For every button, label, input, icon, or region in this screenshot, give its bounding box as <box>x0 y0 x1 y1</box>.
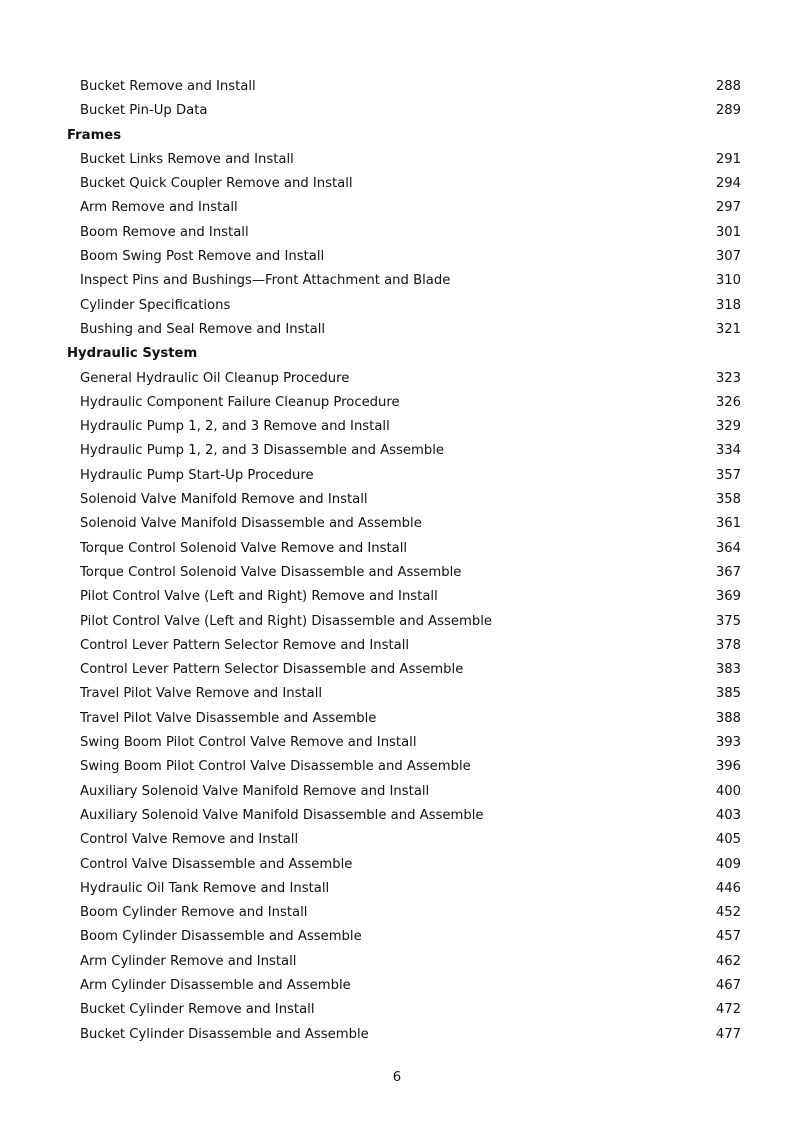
entry-page-number: 357 <box>715 467 741 483</box>
entry-page-number: 318 <box>715 297 741 313</box>
toc-entry[interactable] <box>0 780 794 804</box>
entry-page-number: 297 <box>715 200 741 216</box>
entry-page-number: 326 <box>715 394 741 410</box>
toc-entry[interactable] <box>0 269 794 293</box>
section-title: Hydraulic System <box>67 346 198 362</box>
toc-entry[interactable] <box>0 950 794 974</box>
toc-entry[interactable] <box>0 828 794 852</box>
entry-page-number: 288 <box>715 79 741 94</box>
entry-page-number: 388 <box>715 710 741 726</box>
toc-entry[interactable] <box>0 853 794 877</box>
toc-entry[interactable] <box>0 196 794 220</box>
entry-title: Torque Control Solenoid Valve Remove and Install <box>80 540 408 556</box>
entry-page-number: 472 <box>715 1002 741 1018</box>
section-title: Frames <box>67 127 122 143</box>
entry-page-number: 477 <box>715 1026 741 1042</box>
entry-title: Hydraulic Pump Start-Up Procedure <box>80 467 314 483</box>
entry-page-number: 383 <box>715 662 741 678</box>
entry-page-number: 289 <box>715 103 741 119</box>
entry-title: Control Valve Disassemble and Assemble <box>80 856 353 872</box>
entry-page-number: 294 <box>715 176 741 192</box>
entry-page-number: 378 <box>715 637 741 653</box>
entry-title: Bucket Quick Coupler Remove and Install <box>80 176 353 192</box>
entry-title: Torque Control Solenoid Valve Disassemble and Assemble <box>80 564 462 580</box>
toc-entry[interactable] <box>0 585 794 609</box>
toc-section-heading <box>0 124 794 148</box>
entry-title: Hydraulic Oil Tank Remove and Install <box>80 880 330 896</box>
entry-title: Hydraulic Component Failure Cleanup Procedure <box>80 394 400 410</box>
entry-title: Bucket Pin-Up Data <box>80 103 208 119</box>
entry-title: Pilot Control Valve (Left and Right) Disassemble and Assemble <box>80 613 493 629</box>
toc-entry[interactable] <box>0 998 794 1022</box>
entry-title: Control Lever Pattern Selector Remove and Install <box>80 637 410 653</box>
entry-title: Swing Boom Pilot Control Valve Remove and Install <box>80 735 417 751</box>
entry-title: Bucket Links Remove and Install <box>80 151 294 167</box>
entry-title: Arm Cylinder Disassemble and Assemble <box>80 977 351 993</box>
entry-page-number: 361 <box>715 516 741 532</box>
entry-page-number: 367 <box>715 564 741 580</box>
entry-page-number: 446 <box>715 880 741 896</box>
toc-entry[interactable] <box>0 391 794 415</box>
entry-title: Auxiliary Solenoid Valve Manifold Disassemble and Assemble <box>80 807 484 823</box>
entry-title: General Hydraulic Oil Cleanup Procedure <box>80 370 350 386</box>
toc-entry[interactable] <box>0 658 794 682</box>
entry-title: Boom Cylinder Disassemble and Assemble <box>80 929 362 945</box>
entry-page-number: 393 <box>715 735 741 751</box>
entry-page-number: 385 <box>715 686 741 702</box>
toc-entry[interactable] <box>0 99 794 123</box>
toc-section-heading <box>0 342 794 366</box>
table-of-contents <box>0 75 794 1047</box>
entry-title: Travel Pilot Valve Disassemble and Assemble <box>80 710 377 726</box>
toc-entry[interactable] <box>0 731 794 755</box>
entry-title: Bucket Cylinder Remove and Install <box>80 1002 315 1018</box>
toc-entry[interactable] <box>0 974 794 998</box>
entry-title: Boom Swing Post Remove and Install <box>80 249 325 265</box>
entry-page-number: 467 <box>715 977 741 993</box>
entry-page-number: 364 <box>715 540 741 556</box>
entry-page-number: 403 <box>715 807 741 823</box>
entry-title: Inspect Pins and Bushings—Front Attachment and Blade <box>80 273 451 289</box>
entry-page-number: 301 <box>715 224 741 240</box>
entry-title: Arm Remove and Install <box>80 200 238 216</box>
entry-title: Solenoid Valve Manifold Disassemble and Assemble <box>80 516 422 532</box>
entry-page-number: 329 <box>715 419 741 435</box>
toc-entry[interactable] <box>0 537 794 561</box>
entry-page-number: 310 <box>715 273 741 289</box>
entry-title: Travel Pilot Valve Remove and Install <box>80 686 323 702</box>
toc-entry[interactable] <box>0 172 794 196</box>
toc-entry[interactable] <box>0 755 794 779</box>
toc-entry[interactable] <box>0 512 794 536</box>
toc-entry[interactable] <box>0 439 794 463</box>
entry-title: Cylinder Specifications <box>80 297 231 313</box>
entry-page-number: 323 <box>715 370 741 386</box>
entry-page-number: 334 <box>715 443 741 459</box>
toc-entry[interactable] <box>0 148 794 172</box>
toc-entry[interactable] <box>0 561 794 585</box>
entry-title: Pilot Control Valve (Left and Right) Remove and Install <box>80 589 438 605</box>
entry-title: Boom Remove and Install <box>80 224 249 240</box>
entry-page-number: 457 <box>715 929 741 945</box>
entry-page-number: 291 <box>715 151 741 167</box>
toc-entry[interactable] <box>0 75 794 99</box>
entry-page-number: 409 <box>715 856 741 872</box>
entry-page-number: 462 <box>715 953 741 969</box>
toc-entry[interactable] <box>0 415 794 439</box>
toc-entry[interactable] <box>0 367 794 391</box>
toc-entry[interactable] <box>0 901 794 925</box>
toc-entry[interactable] <box>0 610 794 634</box>
entry-page-number: 321 <box>715 321 741 337</box>
toc-entry[interactable] <box>0 245 794 269</box>
entry-title: Bushing and Seal Remove and Install <box>80 321 326 337</box>
entry-title: Control Valve Remove and Install <box>80 832 299 848</box>
toc-entry[interactable] <box>0 464 794 488</box>
toc-entry[interactable] <box>0 634 794 658</box>
entry-title: Control Lever Pattern Selector Disassemble and Assemble <box>80 662 464 678</box>
toc-entry[interactable] <box>0 1023 794 1047</box>
entry-title: Bucket Cylinder Disassemble and Assemble <box>80 1026 369 1042</box>
toc-entry[interactable] <box>0 318 794 342</box>
toc-entry[interactable] <box>0 707 794 731</box>
entry-page-number: 400 <box>715 783 741 799</box>
toc-entry[interactable] <box>0 877 794 901</box>
entry-page-number: 358 <box>715 492 741 508</box>
entry-page-number: 396 <box>715 759 741 775</box>
toc-entry[interactable] <box>0 294 794 318</box>
entry-page-number: 375 <box>715 613 741 629</box>
entry-title: Hydraulic Pump 1, 2, and 3 Disassemble and Assemble <box>80 443 445 459</box>
entry-title: Hydraulic Pump 1, 2, and 3 Remove and Install <box>80 419 390 435</box>
toc-entry[interactable] <box>0 804 794 828</box>
entry-title: Boom Cylinder Remove and Install <box>80 905 308 921</box>
entry-title: Arm Cylinder Remove and Install <box>80 953 297 969</box>
toc-entry[interactable] <box>0 682 794 706</box>
toc-entry[interactable] <box>0 221 794 245</box>
entry-title: Solenoid Valve Manifold Remove and Install <box>80 492 368 508</box>
entry-page-number: 307 <box>715 249 741 265</box>
entry-title: Auxiliary Solenoid Valve Manifold Remove and Install <box>80 783 430 799</box>
entry-page-number: 369 <box>715 589 741 605</box>
entry-title: Swing Boom Pilot Control Valve Disassemble and Assemble <box>80 759 471 775</box>
entry-title: Bucket Remove and Install <box>80 79 256 94</box>
entry-page-number: 452 <box>715 905 741 921</box>
toc-entry[interactable] <box>0 925 794 949</box>
page-number: 6 <box>392 1070 402 1085</box>
toc-entry[interactable] <box>0 488 794 512</box>
entry-page-number: 405 <box>715 832 741 848</box>
